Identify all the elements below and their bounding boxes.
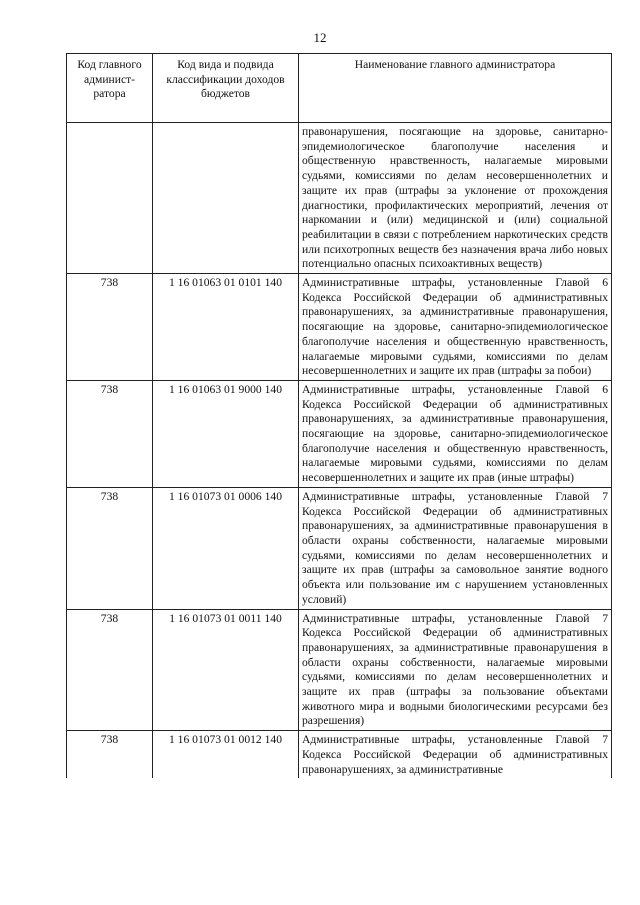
admin-name-cell: правонарушения, посягающие на здоровье, санитарно-эпидемиологическое благополучие населения и общественную нравственность, налагаемые мировыми судьями, комиссиями по делам несовершеннолетних и защите их прав (штрафы за уклонение от прохождения диагностики, профилактических мероприятий, лечения от наркомании и (или) медицинской и (или) социальной реабилитации в связи с потреблением наркотических средств или психотропных веществ без назначения врача либо новых потенциально опасных психоактивных веществ) — [299, 123, 612, 274]
table-header-row — [67, 54, 612, 123]
table-row — [67, 380, 612, 487]
admin-code-cell: 738 — [67, 274, 153, 381]
table-row — [67, 731, 612, 779]
revenue-code-cell: 1 16 01073 01 0006 140 — [153, 487, 299, 609]
header-admin-name: Наименование главного администратора — [299, 54, 612, 123]
revenue-classification-table — [66, 53, 612, 778]
revenue-code-cell: 1 16 01063 01 9000 140 — [153, 380, 299, 487]
admin-name-cell: Административные штрафы, установленные Главой 7 Кодекса Российской Федерации об административных правонарушениях, за административные правонарушения в области охраны собственности, налагаемые мировыми судьями, комиссиями по делам несовершеннолетних и защите их прав (штрафы за самовольное занятие водного объекта или пользование им с нарушением установленных условий) — [299, 487, 612, 609]
page-number: 12 — [313, 30, 327, 45]
header-revenue-code: Код вида и подвида классификации доходов бюджетов — [153, 54, 299, 123]
revenue-code-cell: 1 16 01063 01 0101 140 — [153, 274, 299, 381]
revenue-code-cell — [153, 123, 299, 274]
admin-code-cell: 738 — [67, 487, 153, 609]
admin-code-cell — [67, 123, 153, 274]
revenue-code-cell: 1 16 01073 01 0011 140 — [153, 609, 299, 731]
admin-name-cell: Административные штрафы, установленные Главой 7 Кодекса Российской Федерации об административных правонарушениях, за административные — [299, 731, 612, 779]
admin-code-cell: 738 — [67, 380, 153, 487]
admin-code-cell: 738 — [67, 731, 153, 779]
table-row — [67, 123, 612, 274]
admin-name-cell: Административные штрафы, установленные Главой 7 Кодекса Российской Федерации об административных правонарушениях, за административные правонарушения в области охраны собственности, налагаемые мировыми судьями, комиссиями по делам несовершеннолетних и защите их прав (штрафы за пользование объектами животного мира и водными биологическими ресурсами без разрешения) — [299, 609, 612, 731]
table-row — [67, 274, 612, 381]
table-row — [67, 609, 612, 731]
admin-name-cell: Административные штрафы, установленные Главой 6 Кодекса Российской Федерации об административных правонарушениях, за административные правонарушения, посягающие на здоровье, санитарно-эпидемиологическое благополучие населения и общественную нравственность, налагаемые мировыми судьями, комиссиями по делам несовершеннолетних и защите их прав (штрафы за побои) — [299, 274, 612, 381]
admin-name-cell: Административные штрафы, установленные Главой 6 Кодекса Российской Федерации об административных правонарушениях, за административные правонарушения, посягающие на здоровье, санитарно-эпидемиологическое благополучие населения и общественную нравственность, налагаемые мировыми судьями, комиссиями по делам несовершеннолетних и защите их прав (иные штрафы) — [299, 380, 612, 487]
revenue-code-cell: 1 16 01073 01 0012 140 — [153, 731, 299, 779]
table-row — [67, 487, 612, 609]
header-admin-code: Код главного админист-ратора — [67, 54, 153, 123]
admin-code-cell: 738 — [67, 609, 153, 731]
